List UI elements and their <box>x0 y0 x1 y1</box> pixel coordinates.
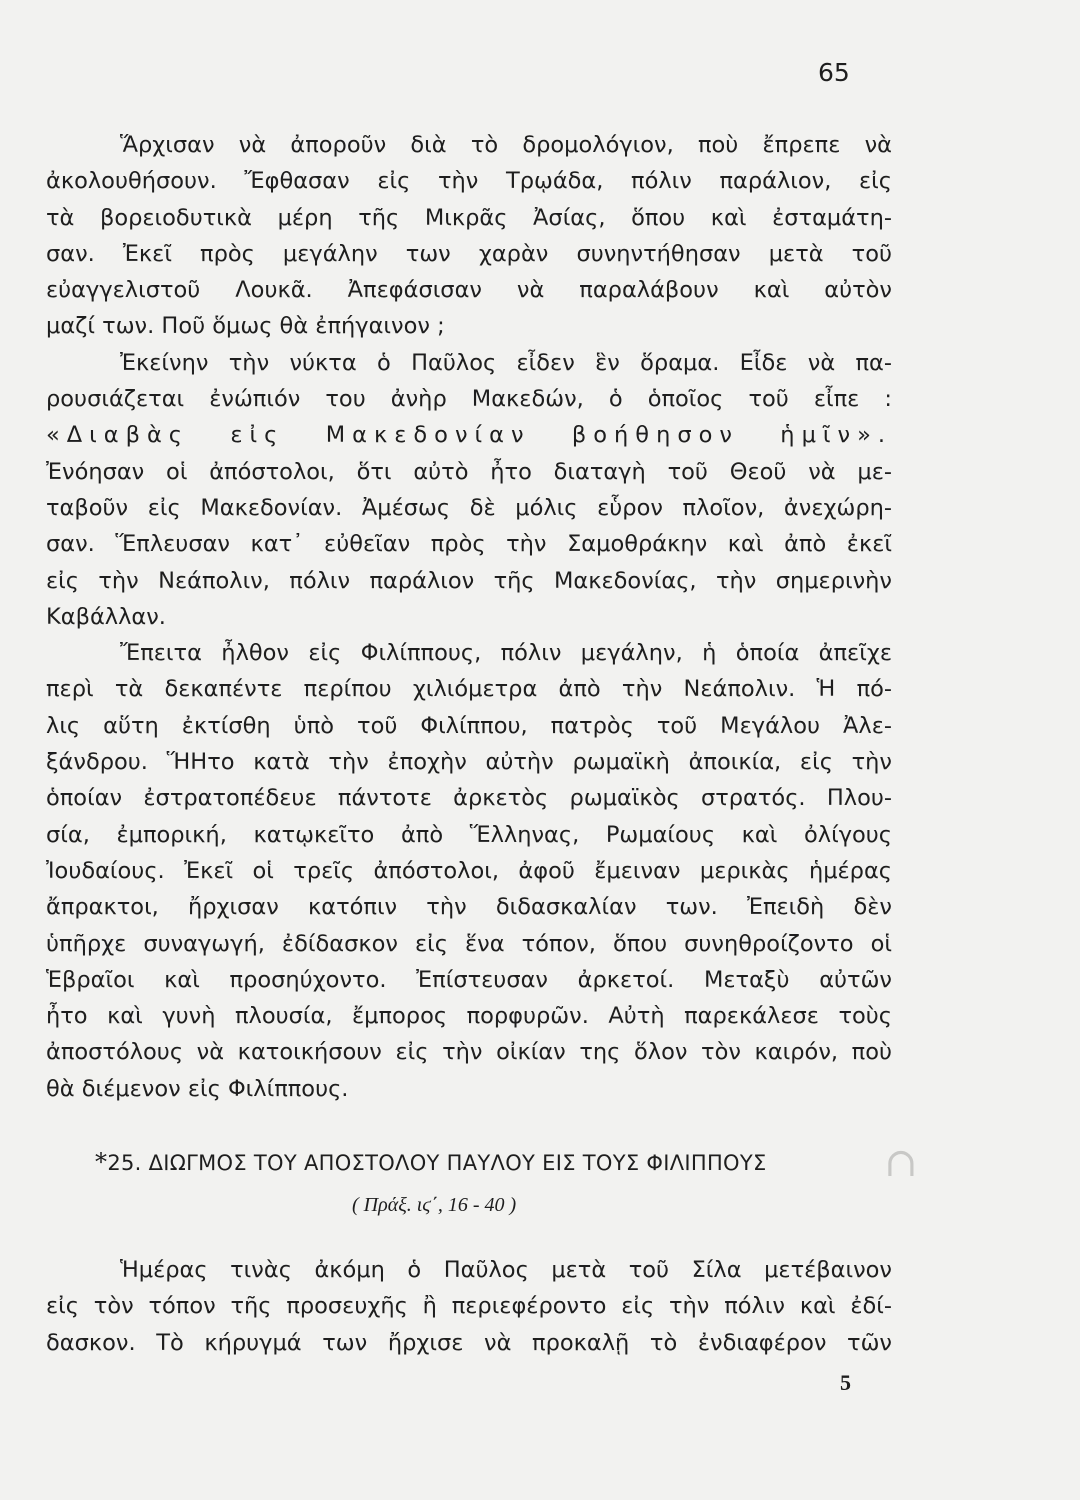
text-line: εἰς τὴν Νεάπολιν, πόλιν παράλιον τῆς Μακεδονίας, τὴν σημερινὴν <box>46 567 892 594</box>
text-line: σαν. Ἕπλευσαν κατ᾽ εὐθεῖαν πρὸς τὴν Σαμοθράκην καὶ ἀπὸ ἐκεῖ <box>46 531 892 558</box>
body-text-section-2 <box>46 1252 892 1361</box>
text-line: Ἔπειτα ἦλθον εἰς Φιλίππους, πόλιν μεγάλην, ἡ ὁποία ἀπεῖχε <box>120 640 892 667</box>
text-line: δασκον. Τὸ κήρυγμά των ἤρχισε νὰ προκαλῇ τὸ ἐνδιαφέρον τῶν <box>46 1329 892 1356</box>
text-line: θὰ διέμενον εἰς Φιλίππους. <box>46 1075 349 1102</box>
text-line: εὐαγγελιστοῦ Λουκᾶ. Ἀπεφάσισαν νὰ παραλάβουν καὶ αὐτὸν <box>46 277 892 304</box>
text-line: τὰ βορειοδυτικὰ μέρη τῆς Μικρᾶς Ἀσίας, ὅπου καὶ ἐσταμάτη- <box>46 204 892 231</box>
body-text-section-1 <box>46 127 892 1107</box>
text-line: ὁποίαν ἐστρατοπέδευε πάντοτε ἀρκετὸς ρωμαϊκὸς στρατός. Πλου- <box>46 785 892 812</box>
page-number: 65 <box>818 58 850 87</box>
text-line: Ἅρχισαν νὰ ἀποροῦν διὰ τὸ δρομολόγιον, ποὺ ἔπρεπε νὰ <box>120 132 892 158</box>
text-line: Ἐκείνην τὴν νύκτα ὁ Παῦλος εἶδεν ἓν ὅραμα. Εἶδε νὰ πα- <box>120 349 892 376</box>
text-line: σία, ἐμπορική, κατῳκεῖτο ἀπὸ Ἕλληνας, Ρωμαίους καὶ ὀλίγους <box>46 821 892 848</box>
text-line-quote: «Διαβὰς εἰς Μακεδονίαν βοήθησον ἡμῖν». <box>46 422 892 449</box>
text-line: σαν. Ἐκεῖ πρὸς μεγάλην των χαρὰν συνηντήθησαν μετὰ τοῦ <box>46 240 892 267</box>
section-title: 25. ΔΙΩΓΜΟΣ ΤΟΥ ΑΠΟΣΤΟΛΟΥ ΠΑΥΛΟΥ ΕΙΣ ΤΟΥΣ ΦΙΛΙΠΠΟΥΣ <box>107 1151 767 1175</box>
margin-pencil-mark: ∩ <box>884 1140 918 1186</box>
text-line: Καβάλλαν. <box>46 603 166 630</box>
handwritten-mark: * <box>95 1148 108 1176</box>
text-line: εἰς τὸν τόπον τῆς προσευχῆς ἢ περιεφέροντο εἰς τὴν πόλιν καὶ ἐδί- <box>46 1293 892 1320</box>
text-line: ἄπρακτοι, ἤρχισαν κατόπιν τὴν διδασκαλίαν των. Ἐπειδὴ δὲν <box>46 894 892 921</box>
text-line: ἀκολουθήσουν. Ἔφθασαν εἰς τὴν Τρῳάδα, πόλιν παράλιον, εἰς <box>46 168 892 195</box>
text-line: ὑπῆρχε συναγωγή, ἐδίδασκον εἰς ἕνα τόπον, ὅπου συνηθροίζοντο οἱ <box>46 930 892 957</box>
signature-mark: 5 <box>840 1370 851 1395</box>
text-line: ξάνδρου. ἭΗτο κατὰ τὴν ἐποχὴν αὐτὴν ρωμαϊκὴ ἀποικία, εἰς τὴν <box>46 749 892 776</box>
text-line: ταβοῦν εἰς Μακεδονίαν. Ἀμέσως δὲ μόλις εὗρον πλοῖον, ἀνεχώρη- <box>46 494 892 521</box>
text-line: ἀποστόλους νὰ κατοικήσουν εἰς τὴν οἰκίαν της ὅλον τὸν καιρόν, ποὺ <box>46 1039 892 1066</box>
text-line: ἦτο καὶ γυνὴ πλουσία, ἔμπορος πορφυρῶν. Αὐτὴ παρεκάλεσε τοὺς <box>46 1003 892 1030</box>
text-line: Ἡμέρας τινὰς ἀκόμη ὁ Παῦλος μετὰ τοῦ Σίλα μετέβαινον <box>120 1257 892 1283</box>
scripture-reference: ( Πράξ. ιϛ΄, 16 - 40 ) <box>352 1194 517 1216</box>
text-line: Ἑβραῖοι καὶ προσηύχοντο. Ἐπίστευσαν ἀρκετοί. Μεταξὺ αὐτῶν <box>46 966 892 993</box>
text-line: ρουσιάζεται ἐνώπιόν του ἀνὴρ Μακεδών, ὁ ὁποῖος τοῦ εἶπε : <box>46 386 892 413</box>
text-line: Ἐνόησαν οἱ ἀπόστολοι, ὅτι αὐτὸ ἦτο διαταγὴ τοῦ Θεοῦ νὰ με- <box>46 458 892 485</box>
text-line: λις αὕτη ἐκτίσθη ὑπὸ τοῦ Φιλίππου, πατρὸς τοῦ Μεγάλου Ἀλε- <box>46 712 892 739</box>
section-heading <box>95 1148 767 1176</box>
text-line: Ἰουδαίους. Ἐκεῖ οἱ τρεῖς ἀπόστολοι, ἀφοῦ ἔμειναν μερικὰς ἡμέρας <box>46 857 892 884</box>
text-line: μαζί των. Ποῦ ὅμως θὰ ἐπήγαινον ; <box>46 313 445 340</box>
text-line: περὶ τὰ δεκαπέντε περίπου χιλιόμετρα ἀπὸ τὴν Νεάπολιν. Ἡ πό- <box>46 676 892 703</box>
